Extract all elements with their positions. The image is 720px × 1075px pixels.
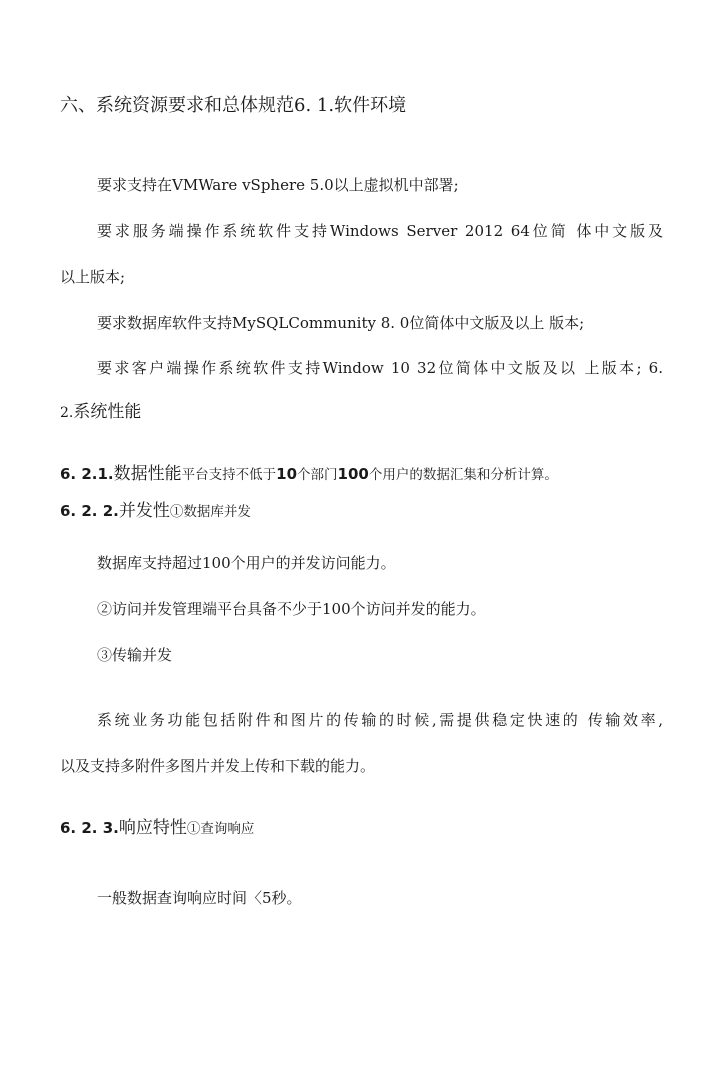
data-performance-text-b: 个部门	[297, 467, 338, 483]
data-performance-number: 6. 2.1.	[60, 465, 114, 483]
subsection-title: 系统性能	[73, 402, 142, 422]
subsection-system-performance	[60, 404, 141, 421]
concurrency-number: 6. 2. 2.	[60, 502, 119, 520]
response-sub-title: ①查询响应	[186, 821, 255, 837]
paragraph-transfer-concurrency: ③传输并发	[97, 646, 173, 664]
paragraph-transfer-efficiency-line2: 以及支持多附件多图片并发上传和下载的能力。	[60, 757, 376, 775]
response-title: 响应特性	[118, 818, 187, 838]
paragraph-query-response: 一般数据查询响应时间〈5秒。	[97, 889, 302, 907]
data-performance-user-count: 100	[337, 465, 369, 483]
section-heading: 六、系统资源要求和总体规范6. 1.软件环境	[60, 95, 407, 116]
paragraph-transfer-efficiency-line1: 系统业务功能包括附件和图片的传输的时候,需提供稳定快速的 传输效率,	[97, 711, 663, 729]
paragraph-database: 要求数据库软件支持MySQLCommunity 8. 0位简体中文版及以上 版本;	[97, 314, 585, 332]
concurrency-title: 并发性	[118, 501, 170, 521]
paragraph-db-concurrency: 数据库支持超过100个用户的并发访问能力。	[97, 554, 396, 572]
paragraph-vm-support: 要求支持在VMWare vSphere 5.0以上虚拟机中部署;	[97, 176, 459, 194]
data-performance-text-a: 平台支持不低于	[181, 467, 277, 483]
subsection-number: 2.	[60, 405, 74, 421]
paragraph-server-os-line1: 要求服务端操作系统软件支持Windows Server 2012 64位简 体中文版及	[97, 222, 663, 240]
data-performance-text-c: 个用户的数据汇集和分析计算。	[368, 467, 558, 483]
data-performance-heading	[60, 466, 558, 483]
data-performance-dept-count: 10	[276, 465, 298, 483]
paragraph-server-os-line2: 以上版本;	[60, 268, 126, 286]
paragraph-client-os-line1: 要求客户端操作系统软件支持Window 10 32位简体中文版及以 上版本; 6.	[97, 359, 663, 377]
response-number: 6. 2. 3.	[60, 819, 119, 837]
concurrency-sub-title: ①数据库并发	[169, 504, 251, 520]
data-performance-title: 数据性能	[113, 464, 182, 484]
response-heading	[60, 820, 254, 837]
paragraph-access-concurrency: ②访问并发管理端平台具备不少于100个访问并发的能力。	[97, 600, 486, 618]
concurrency-heading	[60, 503, 251, 520]
